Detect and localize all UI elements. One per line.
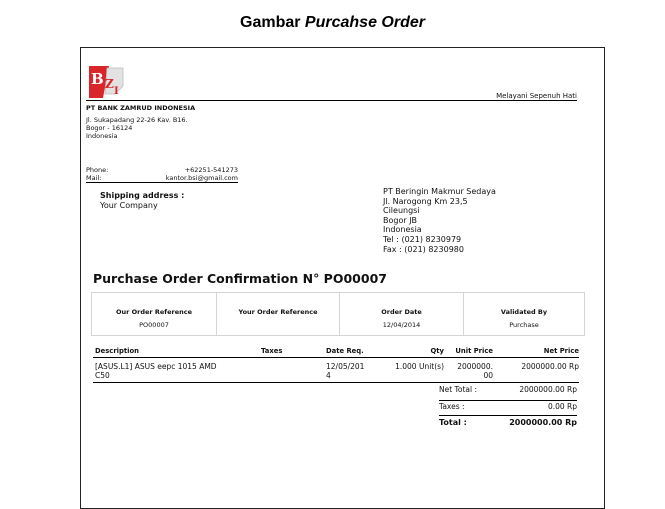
col-qty: Qty bbox=[430, 347, 444, 355]
vendor-line: Bogor JB bbox=[383, 215, 418, 225]
mail-value: kantor.bsi@gmail.com bbox=[165, 174, 238, 182]
line-unit-1: 2000000. bbox=[457, 362, 493, 371]
phone-label: Phone: bbox=[86, 166, 109, 174]
line-description-1: [ASUS.L1] ASUS eepc 1015 AMD bbox=[95, 362, 217, 371]
shipping-address bbox=[100, 191, 184, 211]
shipping-value: Your Company bbox=[100, 201, 158, 210]
po-title: Purchase Order Confirmation N° PO00007 bbox=[93, 271, 387, 286]
tagline: Melayani Sepenuh Hati bbox=[496, 92, 577, 100]
company-address bbox=[86, 104, 195, 140]
table-header bbox=[93, 346, 579, 358]
header-divider bbox=[86, 100, 577, 101]
ref-header: Your Order Reference bbox=[238, 308, 318, 316]
net-total-row bbox=[439, 385, 577, 401]
company-country: Indonesia bbox=[86, 132, 118, 140]
purchase-order-document bbox=[80, 47, 605, 509]
col-date-req: Date Req. bbox=[326, 347, 364, 355]
ref-value: PO00007 bbox=[139, 321, 169, 329]
svg-text:B: B bbox=[91, 70, 104, 88]
ref-value: 12/04/2014 bbox=[382, 321, 421, 329]
ref-value: Purchase bbox=[509, 321, 539, 329]
line-description bbox=[95, 362, 217, 380]
col-taxes: Taxes bbox=[261, 347, 283, 355]
vendor-address bbox=[383, 187, 496, 254]
ref-header: Order Date bbox=[381, 308, 422, 316]
table-row bbox=[93, 358, 579, 383]
net-total-value: 2000000.00 Rp bbox=[519, 385, 577, 394]
grand-total-row bbox=[439, 418, 577, 431]
company-city: Bogor - 16124 bbox=[86, 124, 133, 132]
vendor-line: PT Beringin Makmur Sedaya bbox=[383, 187, 496, 196]
line-unit-2: 00 bbox=[483, 371, 493, 380]
company-logo bbox=[87, 64, 125, 100]
mail-label: Mail: bbox=[86, 174, 102, 182]
ref-cell bbox=[217, 293, 340, 335]
ref-header: Validated By bbox=[500, 308, 548, 316]
svg-text:Z: Z bbox=[105, 77, 114, 91]
svg-text:I: I bbox=[114, 86, 119, 97]
net-total-label: Net Total : bbox=[439, 385, 477, 394]
vendor-line: Jl. Narogong Km 23,5 bbox=[383, 196, 468, 206]
caption-prefix: Gambar bbox=[240, 14, 305, 31]
taxes-row bbox=[439, 402, 577, 416]
vendor-line: Fax : (021) 8230980 bbox=[383, 244, 464, 254]
col-description: Description bbox=[95, 347, 139, 355]
line-net-price: 2000000.00 Rp bbox=[521, 362, 579, 371]
order-lines-table bbox=[93, 346, 579, 383]
vendor-line: Tel : (021) 8230979 bbox=[383, 234, 462, 244]
line-date-2: 4 bbox=[326, 371, 331, 380]
col-net-price: Net Price bbox=[543, 347, 579, 355]
slide-caption bbox=[0, 14, 665, 32]
caption-emphasis: Purcahse Order bbox=[304, 14, 425, 31]
order-reference-table bbox=[91, 292, 585, 336]
ref-header: Our Order Reference bbox=[115, 308, 193, 316]
line-description-2: C50 bbox=[95, 371, 110, 380]
vendor-line: Cileungsi bbox=[383, 206, 420, 216]
line-date bbox=[326, 362, 364, 380]
company-name: PT BANK ZAMRUD INDONESIA bbox=[86, 104, 196, 112]
ref-cell bbox=[464, 293, 584, 335]
taxes-value: 0.00 Rp bbox=[547, 402, 577, 411]
ref-cell bbox=[340, 293, 464, 335]
col-unit-price: Unit Price bbox=[455, 347, 493, 355]
line-unit-price bbox=[457, 362, 493, 380]
shipping-label: Shipping address : bbox=[100, 191, 185, 200]
line-qty: 1.000 Unit(s) bbox=[395, 362, 444, 371]
grand-total-value: 2000000.00 Rp bbox=[509, 418, 577, 427]
grand-total-label: Total : bbox=[439, 418, 467, 427]
taxes-label: Taxes : bbox=[439, 402, 465, 411]
ref-cell bbox=[92, 293, 217, 335]
contact-info bbox=[86, 166, 238, 183]
vendor-line: Indonesia bbox=[383, 225, 422, 235]
phone-value: +62251-541273 bbox=[184, 166, 238, 174]
line-date-1: 12/05/201 bbox=[326, 362, 365, 371]
company-street: Jl. Sukapadang 22-26 Kav. B16. bbox=[86, 116, 188, 124]
